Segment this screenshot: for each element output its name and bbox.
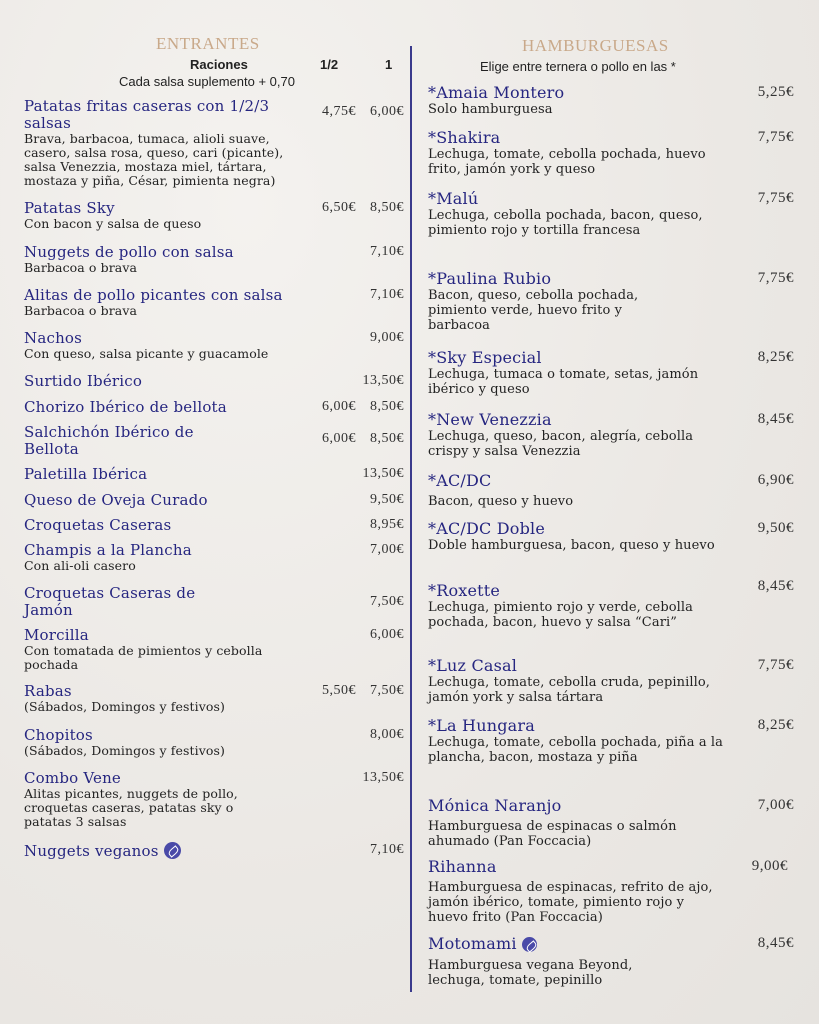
full-price: 8,95€ bbox=[370, 517, 404, 532]
menu-item bbox=[24, 727, 404, 758]
item-name: Queso de Oveja Curado bbox=[24, 491, 208, 509]
item-description: Alitas picantes, nuggets de pollo, croquetas caseras, patatas sky o patatas 3 salsas bbox=[24, 786, 238, 829]
menu-item bbox=[24, 244, 404, 275]
item-description: Lechuga, pimiento rojo y verde, cebolla pochada, bacon, huevo y salsa “Cari” bbox=[428, 600, 694, 630]
item-price: 5,25€ bbox=[757, 84, 794, 100]
full-price: 7,10€ bbox=[370, 244, 404, 259]
menu-item bbox=[24, 373, 404, 390]
item-price: 7,00€ bbox=[757, 797, 794, 813]
vegan-leaf-icon bbox=[164, 842, 181, 859]
menu-item bbox=[24, 683, 404, 714]
item-description: Lechuga, tumaca o tomate, setas, jamón ibérico y queso bbox=[428, 367, 699, 397]
full-price: 7,50€ bbox=[370, 594, 404, 609]
item-price: 8,45€ bbox=[757, 578, 794, 594]
item-name: Patatas Sky bbox=[24, 199, 115, 217]
half-price: 6,00€ bbox=[322, 399, 356, 414]
menu-item bbox=[24, 542, 404, 573]
item-name-text: Nuggets veganos bbox=[24, 842, 159, 860]
item-price: 6,90€ bbox=[757, 472, 794, 488]
item-price: 7,75€ bbox=[757, 190, 794, 206]
menu-item bbox=[428, 935, 794, 988]
sauce-supplement-note: Cada salsa suplemento + 0,70 bbox=[119, 74, 295, 89]
item-name: Rihanna bbox=[428, 857, 497, 876]
item-price: 8,25€ bbox=[757, 717, 794, 733]
full-price: 13,50€ bbox=[362, 770, 404, 785]
item-description: Barbacoa o brava bbox=[24, 260, 138, 275]
item-price: 7,75€ bbox=[757, 270, 794, 286]
hamburguesas-title: HAMBURGUESAS bbox=[522, 36, 669, 55]
menu-item bbox=[428, 411, 794, 459]
menu-item bbox=[428, 657, 794, 705]
item-name: *Sky Especial bbox=[428, 348, 542, 367]
item-price: 8,45€ bbox=[757, 935, 794, 951]
item-price: 7,75€ bbox=[757, 129, 794, 145]
half-price: 6,00€ bbox=[322, 431, 356, 446]
menu-item bbox=[24, 627, 404, 672]
item-name bbox=[24, 842, 404, 860]
item-name: Chopitos bbox=[24, 726, 93, 744]
item-name: *AC/DC Doble bbox=[428, 519, 546, 538]
item-price: 9,00€ bbox=[751, 858, 788, 874]
full-portion-header: 1 bbox=[385, 57, 393, 72]
meat-choice-note: Elige entre ternera o pollo en las * bbox=[480, 59, 676, 74]
full-price: 7,00€ bbox=[370, 542, 404, 557]
full-price: 6,00€ bbox=[370, 627, 404, 642]
item-name: *Amaia Montero bbox=[428, 83, 565, 102]
menu-item bbox=[24, 466, 404, 483]
menu-item bbox=[24, 585, 404, 619]
item-description: Barbacoa o brava bbox=[24, 303, 138, 318]
item-name: Rabas bbox=[24, 682, 72, 700]
item-name: Combo Vene bbox=[24, 769, 122, 787]
menu-item bbox=[24, 200, 404, 231]
item-description: Brava, barbacoa, tumaca, alioli suave, casero, salsa rosa, queso, cari (picante), salsa Venezzia, mostaza miel, tártara, mostaza y piña, César, pimienta negra) bbox=[24, 131, 284, 188]
item-description: Bacon, queso, cebolla pochada, pimiento verde, huevo frito y barbacoa bbox=[428, 288, 639, 333]
item-name: Salchichón Ibérico de Bellota bbox=[24, 423, 194, 458]
menu-item bbox=[428, 270, 794, 333]
item-name: *Luz Casal bbox=[428, 656, 518, 675]
vegan-leaf-icon bbox=[522, 937, 537, 952]
menu-item bbox=[24, 399, 404, 416]
item-name: Nachos bbox=[24, 329, 83, 347]
item-description: Bacon, queso y huevo bbox=[428, 494, 574, 509]
item-name: *Roxette bbox=[428, 581, 501, 600]
item-price: 8,45€ bbox=[757, 411, 794, 427]
item-description: Lechuga, tomate, cebolla cruda, pepinillo, jamón york y salsa tártara bbox=[428, 675, 711, 705]
full-price: 8,50€ bbox=[370, 431, 404, 446]
menu-item bbox=[24, 492, 404, 509]
menu-item bbox=[428, 84, 794, 117]
full-price: 8,00€ bbox=[370, 727, 404, 742]
item-description: Lechuga, tomate, cebolla pochada, piña a la plancha, bacon, mostaza y piña bbox=[428, 735, 724, 765]
full-price: 7,10€ bbox=[370, 287, 404, 302]
menu-item bbox=[428, 858, 794, 925]
item-name: Surtido Ibérico bbox=[24, 372, 143, 390]
item-description: Solo hamburguesa bbox=[428, 102, 553, 117]
item-name bbox=[428, 935, 794, 953]
item-description: Hamburguesa vegana Beyond, lechuga, tomate, pepinillo bbox=[428, 958, 633, 988]
menu-item bbox=[428, 797, 794, 849]
menu-item bbox=[24, 424, 404, 458]
item-price: 7,75€ bbox=[757, 657, 794, 673]
item-description: Lechuga, tomate, cebolla pochada, huevo frito, jamón york y queso bbox=[428, 147, 706, 177]
menu-item bbox=[428, 578, 794, 630]
full-price: 8,50€ bbox=[370, 399, 404, 414]
item-name: Mónica Naranjo bbox=[428, 796, 562, 815]
item-name: Croquetas Caseras bbox=[24, 516, 172, 534]
item-description: Doble hamburguesa, bacon, queso y huevo bbox=[428, 538, 715, 553]
menu-item bbox=[24, 98, 404, 188]
item-description: (Sábados, Domingos y festivos) bbox=[24, 743, 225, 758]
item-name: *Shakira bbox=[428, 128, 501, 147]
menu-item bbox=[428, 129, 794, 177]
menu-item bbox=[24, 770, 404, 829]
menu-item bbox=[428, 717, 794, 765]
item-name: Nuggets de pollo con salsa bbox=[24, 243, 234, 261]
item-name: Patatas fritas caseras con 1/2/3 salsas bbox=[24, 97, 270, 132]
half-price: 4,75€ bbox=[322, 104, 356, 119]
item-name: Morcilla bbox=[24, 626, 89, 644]
full-price: 13,50€ bbox=[362, 466, 404, 481]
full-price: 8,50€ bbox=[370, 200, 404, 215]
half-price: 6,50€ bbox=[322, 200, 356, 215]
item-name: *La Hungara bbox=[428, 716, 535, 735]
item-description: Lechuga, queso, bacon, alegría, cebolla crispy y salsa Venezzia bbox=[428, 429, 694, 459]
item-description: Con tomatada de pimientos y cebolla pochada bbox=[24, 643, 263, 672]
item-description: (Sábados, Domingos y festivos) bbox=[24, 699, 225, 714]
item-description: Con ali-oli casero bbox=[24, 558, 136, 573]
item-name: *Malú bbox=[428, 189, 479, 208]
entrantes-title: ENTRANTES bbox=[156, 34, 260, 53]
full-price: 9,50€ bbox=[370, 492, 404, 507]
item-name: Alitas de pollo picantes con salsa bbox=[24, 286, 283, 304]
item-description: Con queso, salsa picante y guacamole bbox=[24, 346, 269, 361]
menu-item bbox=[428, 520, 794, 553]
half-portion-header: 1/2 bbox=[320, 57, 339, 72]
full-price: 6,00€ bbox=[370, 104, 404, 119]
column-divider bbox=[410, 46, 412, 992]
full-price: 13,50€ bbox=[362, 373, 404, 388]
item-name: *New Venezzia bbox=[428, 410, 552, 429]
item-description: Hamburguesa de espinacas o salmón ahumado (Pan Foccacia) bbox=[428, 819, 677, 849]
menu-item bbox=[24, 287, 404, 318]
item-price: 8,25€ bbox=[757, 349, 794, 365]
item-description: Lechuga, cebolla pochada, bacon, queso, pimiento rojo y tortilla francesa bbox=[428, 208, 703, 238]
full-price: 7,10€ bbox=[370, 842, 404, 857]
item-name: Paletilla Ibérica bbox=[24, 465, 148, 483]
menu-item bbox=[24, 517, 404, 534]
full-price: 9,00€ bbox=[370, 330, 404, 345]
item-description: Con bacon y salsa de queso bbox=[24, 216, 202, 231]
raciones-header: Raciones bbox=[190, 57, 248, 72]
item-name: Champis a la Plancha bbox=[24, 541, 192, 559]
item-name: *AC/DC bbox=[428, 471, 492, 490]
full-price: 7,50€ bbox=[370, 683, 404, 698]
item-description: Hamburguesa de espinacas, refrito de ajo, jamón ibérico, tomate, pimiento rojo y huevo frito (Pan Foccacia) bbox=[428, 880, 713, 925]
item-price: 9,50€ bbox=[757, 520, 794, 536]
menu-item bbox=[428, 349, 794, 397]
item-name-text: Motomami bbox=[428, 934, 517, 953]
menu-item bbox=[428, 190, 794, 238]
item-name: Croquetas Caseras de Jamón bbox=[24, 584, 196, 619]
menu-item bbox=[428, 472, 794, 509]
menu-item bbox=[24, 330, 404, 361]
half-price: 5,50€ bbox=[322, 683, 356, 698]
menu-item bbox=[24, 842, 404, 860]
item-name: *Paulina Rubio bbox=[428, 269, 552, 288]
item-name: Chorizo Ibérico de bellota bbox=[24, 398, 227, 416]
